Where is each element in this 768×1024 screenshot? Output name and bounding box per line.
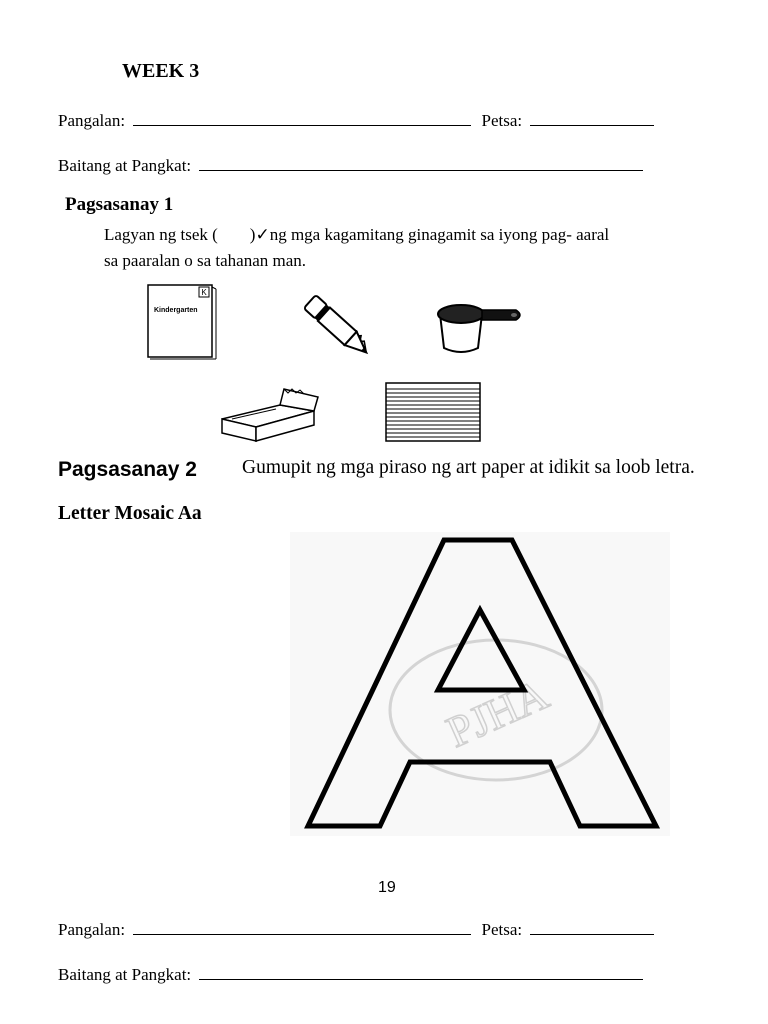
lined-paper-icon[interactable] — [384, 381, 482, 443]
watermark-text: PJHA — [439, 669, 556, 757]
instruction-line2: sa paaralan o sa tahanan man. — [104, 251, 307, 270]
book-icon[interactable] — [146, 283, 218, 361]
name-field[interactable] — [133, 110, 471, 126]
date-field[interactable] — [530, 919, 654, 935]
book-cover-text: Kindergarten — [154, 307, 198, 314]
grade-label: Baitang at Pangkat: — [58, 156, 192, 175]
measuring-cup-icon[interactable] — [434, 296, 526, 358]
name-label: Pangalan: — [58, 920, 126, 939]
page-number: 19 — [378, 879, 396, 896]
exercise2-title: Pagsasanay 2 — [58, 458, 197, 481]
check-mark: ✓ — [255, 225, 270, 244]
grade-label: Baitang at Pangkat: — [58, 965, 192, 984]
name-date-row-top — [58, 110, 654, 131]
grade-field[interactable] — [199, 155, 643, 171]
grade-row-bottom — [58, 964, 643, 985]
name-field[interactable] — [133, 919, 471, 935]
letter-a-outline[interactable] — [290, 532, 670, 836]
pencil-icon[interactable] — [298, 289, 380, 365]
grade-field[interactable] — [199, 964, 643, 980]
book-corner-letter: K — [201, 288, 207, 297]
exercise1-instruction: Lagyan ng tsek ( )✓ng mga kagamitang ginagamit sa iyong pag- aaral sa paaralan o sa tahanan man. — [104, 225, 610, 270]
exercise2-instruction: Gumupit ng mga piraso ng art paper at idikit sa loob letra. — [242, 457, 695, 478]
date-label: Petsa: — [481, 111, 523, 130]
instruction-part2: ng mga kagamitang ginagamit sa iyong pag- aaral — [269, 225, 610, 244]
exercise1-title: Pagsasanay 1 — [65, 194, 174, 215]
week-title: WEEK 3 — [122, 60, 200, 82]
grade-row-top — [58, 155, 643, 176]
crayon-box-icon[interactable] — [218, 385, 322, 445]
date-label: Petsa: — [481, 920, 523, 939]
mosaic-title: Letter Mosaic Aa — [58, 503, 202, 524]
date-field[interactable] — [530, 110, 654, 126]
instruction-part1: Lagyan ng tsek ( — [104, 225, 218, 244]
name-label: Pangalan: — [58, 111, 126, 130]
name-date-row-bottom — [58, 919, 654, 940]
